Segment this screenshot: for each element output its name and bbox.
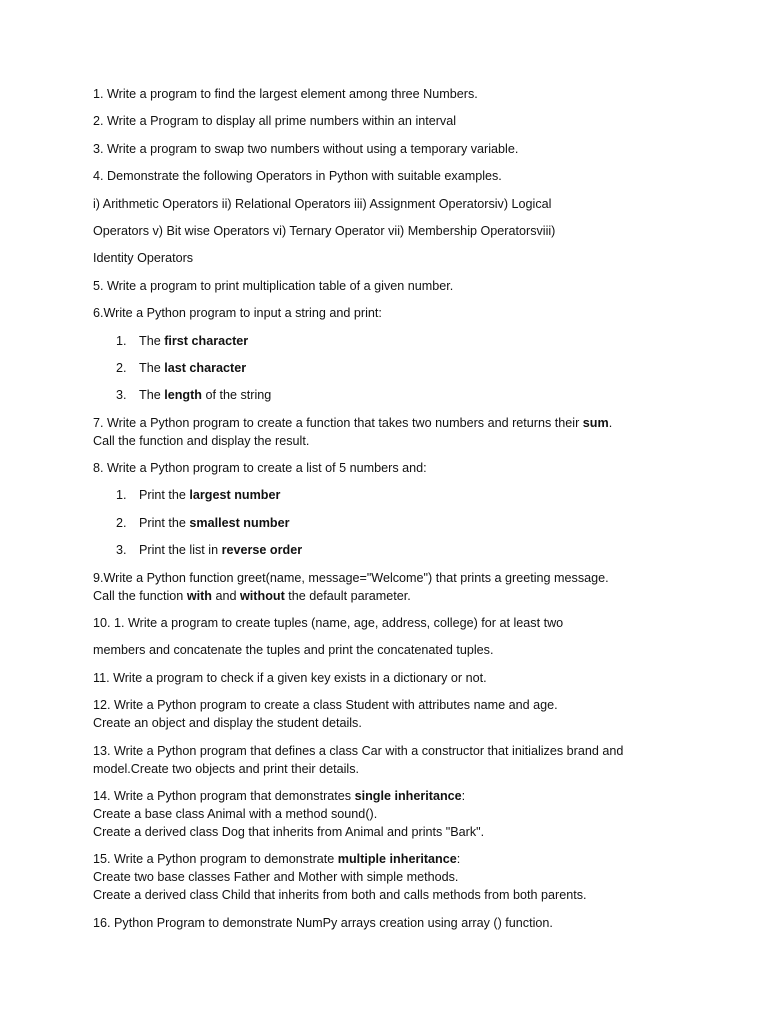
question-15-line-2: Create two base classes Father and Mother with simple methods.: [93, 870, 459, 885]
list-bold-text: length: [164, 388, 202, 403]
question-4-operators-line-3: Identity Operators: [93, 251, 194, 266]
question-9-bold-without: without: [240, 588, 285, 603]
question-4-operators-line-2: Operators v) Bit wise Operators vi) Ternary Operator vii) Membership Operatorsviii): [93, 223, 556, 238]
question-6-sublist: [93, 332, 708, 405]
list-bold-text: smallest number: [189, 515, 290, 530]
question-6: 6.Write a Python program to input a string and print:: [93, 306, 382, 321]
list-item: [93, 541, 708, 559]
question-12: [93, 696, 708, 732]
list-number: 3.: [116, 543, 127, 558]
question-7-bold: sum: [582, 415, 609, 430]
question-9-text: Call the function: [93, 588, 187, 603]
list-text: The: [139, 360, 165, 375]
question-14-text: 14. Write a Python program that demonstrates: [93, 788, 355, 803]
question-4: 4. Demonstrate the following Operators in Python with suitable examples.: [93, 169, 502, 184]
question-9-text: and: [212, 588, 241, 603]
question-10-line-2: members and concatenate the tuples and print the concatenated tuples.: [93, 643, 494, 658]
list-bold-text: largest number: [189, 488, 281, 503]
question-9-text: the default parameter.: [284, 588, 411, 603]
list-number: 2.: [116, 515, 127, 530]
question-15-text: 15. Write a Python program to demonstrate: [93, 852, 338, 867]
question-14-punct: :: [461, 788, 466, 803]
question-14-bold: single inheritance: [354, 788, 462, 803]
list-bold-text: reverse order: [221, 543, 303, 558]
question-13-line-1: 13. Write a Python program that defines a class Car with a constructor that initializes brand and: [93, 743, 624, 758]
list-text: The: [139, 333, 165, 348]
question-15-line-3: Create a derived class Child that inherits from both and calls methods from both parents.: [93, 888, 587, 903]
question-7: [93, 414, 708, 450]
question-14-line-3: Create a derived class Dog that inherits from Animal and prints "Bark".: [93, 824, 485, 839]
question-15: [93, 850, 708, 904]
list-bold-text: last character: [164, 360, 247, 375]
question-12-line-1: 12. Write a Python program to create a class Student with attributes name and age.: [93, 698, 558, 713]
question-15-bold: multiple inheritance: [337, 852, 457, 867]
list-item: [93, 359, 708, 377]
question-8: 8. Write a Python program to create a list of 5 numbers and:: [93, 461, 427, 476]
question-13: [93, 742, 708, 778]
question-5: 5. Write a program to print multiplication table of a given number.: [93, 278, 454, 293]
question-14: [93, 787, 708, 841]
question-1: 1. Write a program to find the largest element among three Numbers.: [93, 87, 478, 101]
list-item: [93, 332, 708, 350]
question-11: 11. Write a program to check if a given key exists in a dictionary or not.: [93, 670, 487, 685]
question-2: 2. Write a Program to display all prime numbers within an interval: [93, 114, 457, 129]
question-3: 3. Write a program to swap two numbers without using a temporary variable.: [93, 141, 519, 156]
question-16: 16. Python Program to demonstrate NumPy arrays creation using array () function.: [93, 915, 553, 930]
list-number: 1.: [116, 488, 127, 503]
list-number: 1.: [116, 333, 127, 348]
question-10-line-1: 10. 1. Write a program to create tuples (name, age, address, college) for at least two: [93, 616, 564, 631]
question-13-line-2: model.Create two objects and print their details.: [93, 761, 360, 776]
question-9-line-1: 9.Write a Python function greet(name, message="Welcome") that prints a greeting message.: [93, 570, 609, 585]
question-9-bold-with: with: [186, 588, 212, 603]
question-9: [93, 569, 708, 605]
list-text: Print the list in: [139, 543, 222, 558]
list-text: Print the: [139, 515, 190, 530]
question-7-text: 7. Write a Python program to create a function that takes two numbers and returns their: [93, 415, 583, 430]
list-item: [93, 486, 708, 504]
list-text: Print the: [139, 488, 190, 503]
list-number: 2.: [116, 360, 127, 375]
question-4-operators-line-1: i) Arithmetic Operators ii) Relational Operators iii) Assignment Operatorsiv) Logical: [93, 196, 552, 211]
list-text: The: [139, 388, 165, 403]
question-15-punct: :: [456, 852, 461, 867]
question-7-line-2: Call the function and display the result.: [93, 433, 310, 448]
list-bold-text: first character: [164, 333, 249, 348]
list-item: [93, 386, 708, 404]
question-7-punct: .: [608, 415, 613, 430]
list-number: 3.: [116, 388, 127, 403]
question-12-line-2: Create an object and display the student details.: [93, 716, 362, 731]
question-8-sublist: [93, 486, 708, 559]
list-item: [93, 514, 708, 532]
question-14-line-2: Create a base class Animal with a method sound().: [93, 806, 378, 821]
list-text: of the string: [201, 388, 272, 403]
